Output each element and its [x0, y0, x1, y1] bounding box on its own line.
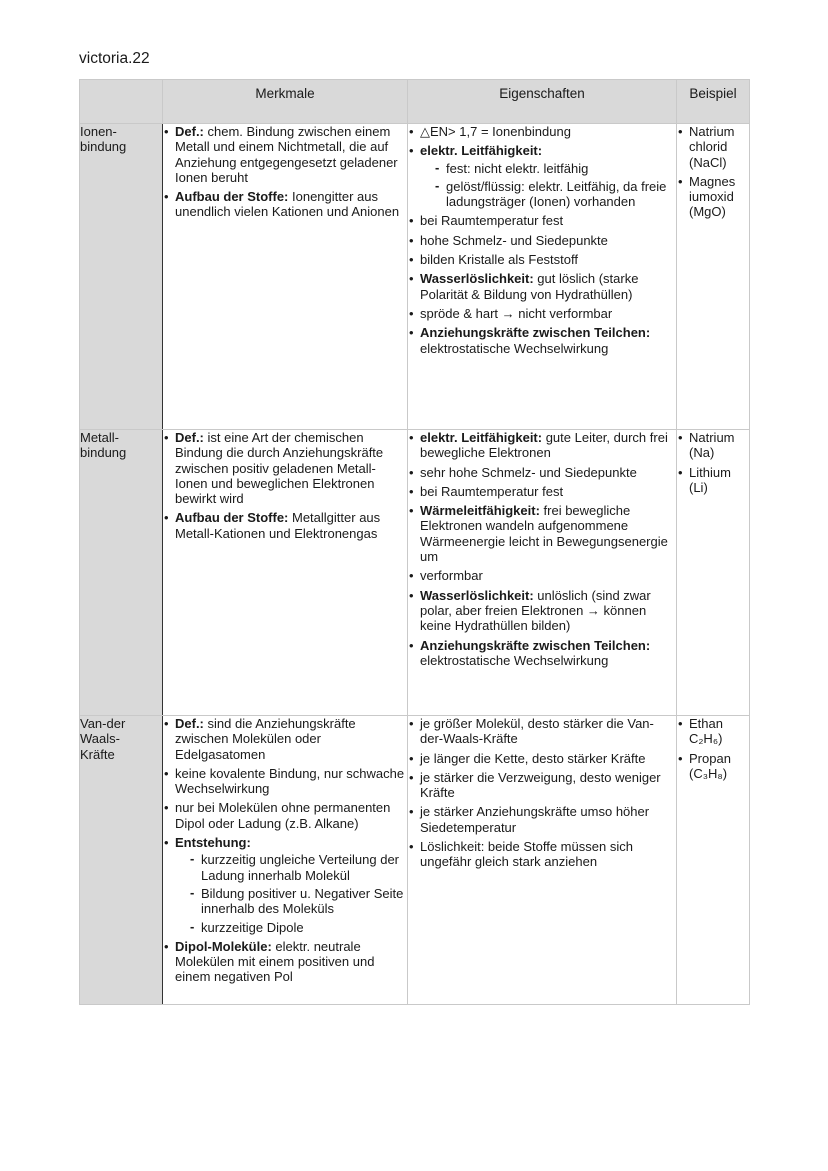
item-text: nur bei Molekülen ohne permanenten Dipol oder Ladung (z.B. Alkane) [175, 800, 391, 831]
sub-list [175, 852, 407, 934]
eigenschaften-cell [408, 716, 677, 1005]
row-heading [80, 430, 163, 716]
eigenschaften-item [408, 770, 676, 801]
header-beispiel: Beispiel [677, 80, 750, 124]
item-label: Wärmeleitfähigkeit: [420, 503, 540, 519]
item-text: je länger die Kette, desto stärker Kräfte [420, 750, 646, 766]
merkmale-item [163, 716, 407, 762]
beispiel-cell [677, 716, 750, 1005]
eigenschaften-list [408, 430, 676, 668]
eigenschaften-item [408, 124, 676, 139]
merkmale-item [163, 835, 407, 935]
beispiel-item: • Lithium (Li) [677, 465, 749, 496]
merkmale-item [163, 939, 407, 985]
merkmale-list [163, 430, 407, 541]
item-label: elektr. Leitfähigkeit: [420, 430, 543, 445]
eigenschaften-list [408, 124, 676, 356]
item-label: Def.: [175, 430, 204, 445]
header-corner [80, 80, 163, 124]
eigenschaften-item [408, 271, 676, 302]
merkmale-item [163, 766, 407, 797]
merkmale-cell [163, 716, 408, 1005]
item-text: bei Raumtemperatur fest [420, 483, 564, 499]
row-heading-text: Ionen- bindung [80, 124, 127, 155]
table-row [80, 430, 750, 716]
merkmale-item [163, 124, 407, 185]
eigenschaften-item [408, 325, 676, 356]
item-label: Dipol-Moleküle: [175, 938, 272, 954]
item-text: bilden Kristalle als Feststoff [420, 252, 578, 268]
merkmale-item [163, 800, 407, 831]
author-label: victoria.22 [79, 50, 150, 67]
item-label: Aufbau der Stoffe: [175, 510, 289, 526]
merkmale-list [163, 716, 407, 985]
item-text: keine kovalente Bindung, nur schwache Wechselwirkung [175, 765, 405, 797]
header-row [80, 80, 750, 124]
item-text: Löslichkeit: beide Stoffe müssen sich ungefähr gleich stark anziehen [420, 839, 633, 870]
item-text: elektrostatische Wechselwirkung [420, 340, 609, 356]
merkmale-cell [163, 124, 408, 430]
item-label: Wasserlöslichkeit: [420, 271, 534, 287]
eigenschaften-cell [408, 124, 677, 430]
item-text: ist eine Art der chemischen Bindung die durch Anziehungskräfte zwischen positiv geladenen Metall-Ionen und beweglichen Elektronen bewirkt wird [175, 430, 384, 507]
sub-item: - kurzzeitige Dipole [189, 920, 407, 935]
eigenschaften-item [408, 233, 676, 248]
item-text: gut löslich (starke Polarität & Bildung von Hydrathüllen) [420, 271, 639, 302]
row-heading [80, 124, 163, 430]
beispiel-cell [677, 124, 750, 430]
sub-item: - kurzzeitig ungleiche Verteilung der Ladung innerhalb Molekül [189, 852, 407, 883]
item-label: Def.: [175, 716, 204, 731]
beispiel-item: • Natrium (Na) [677, 430, 749, 461]
beispiel-cell [677, 430, 750, 716]
item-label: Entstehung: [175, 835, 251, 851]
merkmale-list [163, 124, 407, 220]
eigenschaften-item [408, 503, 676, 564]
item-text: hohe Schmelz- und Siedepunkte [420, 232, 608, 248]
item-label: Aufbau der Stoffe: [175, 189, 289, 205]
item-text: sehr hohe Schmelz- und Siedepunkte [420, 464, 637, 480]
eigenschaften-item [408, 465, 676, 480]
item-text: sind die Anziehungskräfte zwischen Molekülen oder Edelgasatomen [175, 716, 356, 762]
eigenschaften-item [408, 306, 676, 321]
comparison-table [79, 79, 750, 1005]
merkmale-item [163, 430, 407, 506]
sub-item: - gelöst/flüssig: elektr. Leitfähig, da freie ladungsträger (Ionen) vorhanden [434, 179, 676, 210]
beispiel-list [677, 124, 749, 220]
item-label: Wasserlöslichkeit: [420, 587, 534, 603]
eigenschaften-item [408, 716, 676, 747]
item-text: elektr. neutrale Molekülen mit einem positiven und einem negativen Pol [175, 938, 375, 985]
beispiel-item: • Ethan C₂H₆) [677, 716, 749, 747]
merkmale-item [163, 189, 407, 220]
beispiel-list [677, 716, 749, 781]
eigenschaften-item [408, 638, 676, 669]
item-text: Metallgitter aus Metall-Kationen und Elektronengas [175, 510, 381, 541]
row-heading-text: Van-der Waals- Kräfte [80, 716, 126, 762]
item-text: je stärker die Verzweigung, desto weniger Kräfte [420, 769, 661, 801]
item-label: Anziehungskräfte zwischen Teilchen: [420, 325, 651, 341]
eigenschaften-item [408, 484, 676, 499]
eigenschaften-item [408, 252, 676, 267]
item-text: bei Raumtemperatur fest [420, 213, 564, 229]
sub-list [420, 161, 676, 210]
beispiel-item: • Propan (C₃H₈) [677, 751, 749, 782]
merkmale-item [163, 510, 407, 541]
beispiel-item: • Natrium chlorid (NaCl) [677, 124, 749, 170]
sub-item: - fest: nicht elektr. leitfähig [434, 161, 676, 176]
row-heading-text: Metall- bindung [80, 430, 127, 461]
row-heading [80, 716, 163, 1005]
item-text: spröde & hart → nicht verformbar [420, 305, 613, 321]
header-eigenschaften: Eigenschaften [408, 80, 677, 124]
item-text: △EN> 1,7 = Ionenbindung [420, 124, 571, 139]
item-text: verformbar [420, 568, 483, 584]
item-text: unlöslich (sind zwar polar, aber freien Elektronen → können keine Hydrathüllen bilden) [420, 587, 651, 634]
table-row [80, 716, 750, 1005]
item-label: Anziehungskräfte zwischen Teilchen: [420, 637, 651, 653]
eigenschaften-item [408, 213, 676, 228]
eigenschaften-list [408, 716, 676, 870]
eigenschaften-item [408, 588, 676, 634]
item-text: Ionengitter aus unendlich vielen Kationen und Anionen [175, 189, 400, 220]
item-label: Def.: [175, 124, 204, 139]
item-text: chem. Bindung zwischen einem Metall und einem Nichtmetall, die auf Anziehung entgegengesetzt geladener Ionen beruht [175, 124, 398, 185]
eigenschaften-cell [408, 430, 677, 716]
beispiel-item: • Magnes iumoxid (MgO) [677, 174, 749, 220]
item-text: je größer Molekül, desto stärker die Van-der-Waals-Kräfte [420, 716, 654, 747]
table-row [80, 124, 750, 430]
item-text: gute Leiter, durch frei bewegliche Elektronen [420, 430, 668, 461]
item-text: je stärker Anziehungskräfte umso höher Siedetemperatur [420, 804, 650, 835]
eigenschaften-item [408, 568, 676, 583]
beispiel-list [677, 430, 749, 495]
eigenschaften-item [408, 430, 676, 461]
header-merkmale: Merkmale [163, 80, 408, 124]
eigenschaften-item [408, 839, 676, 870]
eigenschaften-item [408, 143, 676, 209]
merkmale-cell [163, 430, 408, 716]
item-text: elektrostatische Wechselwirkung [420, 652, 609, 668]
item-label: elektr. Leitfähigkeit: [420, 143, 543, 159]
eigenschaften-item [408, 751, 676, 766]
item-text: frei bewegliche Elektronen wandeln aufgenommene Wärmeenergie leicht in Bewegungsenergie um [420, 503, 668, 565]
sub-item: - Bildung positiver u. Negativer Seite innerhalb des Moleküls [189, 886, 407, 917]
eigenschaften-item [408, 804, 676, 835]
